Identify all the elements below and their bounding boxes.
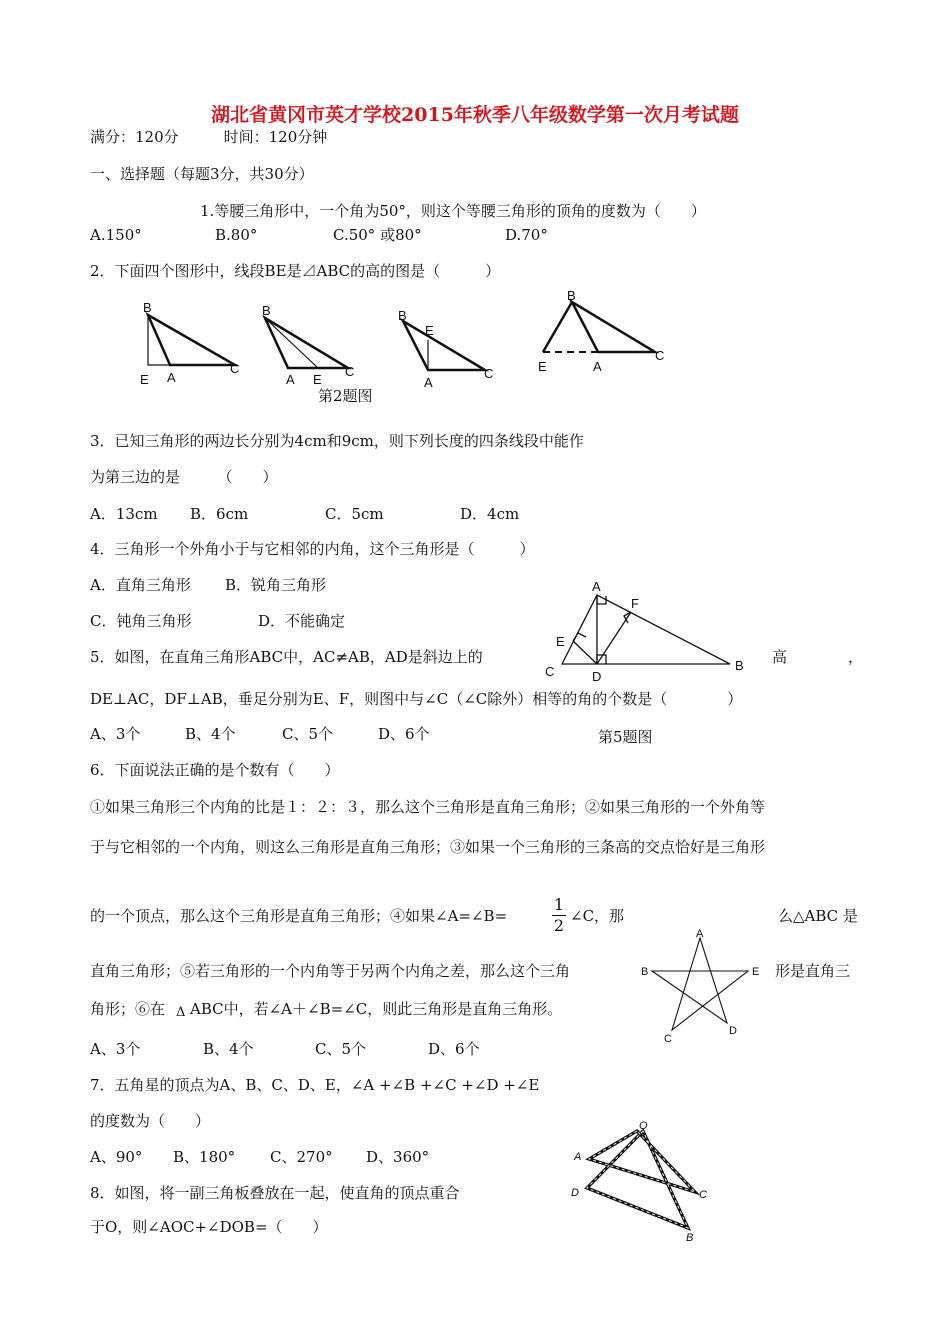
q5-stem-line1: 5．如图，在直角三角形ABC中，AC≠AB，AD是斜边上的 [90,648,483,666]
fig-label: E [556,634,565,649]
q1-option-a: A.150° [90,226,142,244]
q5-stem-line2: DE⊥AC，DF⊥AB，垂足分别为E、F，则图中与∠C（∠C除外）相等的角的个数是（ ） [90,690,743,708]
q6-option-a: A、3个 [90,1040,141,1058]
q5-option-d: D、6个 [378,725,430,743]
q6-option-c: C、5个 [315,1040,367,1058]
exam-meta: 满分：120分 时间：120分钟 [90,128,328,146]
q6-line3c: 么△ABC 是 [778,907,858,925]
q3-option-b: B．6cm [190,505,249,523]
q3-option-a: A．13cm [90,505,158,523]
q7-option-c: C、270° [270,1148,333,1166]
q4-option-c: C．钝角三角形 [90,612,192,630]
q5-option-c: C、5个 [282,725,334,743]
q1-option-b: B.80° [215,226,258,244]
q1-option-c: C.50° 或80° [333,226,422,244]
fig-label: A [593,359,602,374]
q7-star-figure [0,925,950,1055]
q6-line5b: ABC中，若∠A＋∠B=∠C，则此三角形是直角三角形。 [190,1000,563,1018]
q7-stem-line1: 7．五角星的顶点为A、B、C、D、E，∠A +∠B +∠C +∠D +∠E [90,1076,540,1094]
fig-label: C [545,664,555,679]
triangle-symbol: Δ [176,1005,186,1020]
q2-caption: 第2题图 [318,387,373,405]
q7-option-a: A、90° [90,1148,143,1166]
q6-line1: ①如果三角形三个内角的比是１：２：３，那么这个三角形是直角三角形；②如果三角形的一个外角等 [90,798,766,816]
fraction-numerator: 1 [553,895,565,914]
q6-line3b: ∠C，那 [570,907,625,925]
fig-label: D [571,1187,579,1199]
fig-label: D [592,669,602,684]
q2-figures [0,285,950,405]
fig-label: E [313,372,322,387]
q5-caption: 第5题图 [598,728,653,746]
q5-figure [0,575,950,685]
q6-option-b: B、4个 [203,1040,254,1058]
fig-label: E [425,323,434,338]
q5-stem-line1-end: 高 [772,648,788,666]
fig-label: E [752,966,760,978]
fig-label: B [398,308,407,323]
q6-line3a: 的一个顶点，那么这个三角形是直角三角形；④如果∠A=∠B= [90,907,508,925]
q1-stem: 1.等腰三角形中，一个角为50°，则这个等腰三角形的顶角的度数为（ ） [200,202,706,220]
fig-label: C [230,361,240,376]
q3-option-c: C．5cm [325,505,384,523]
q4-option-d: D．不能确定 [258,612,346,630]
fig-label: B [641,966,649,978]
page-title: 湖北省黄冈市英才学校2015年秋季八年级数学第一次月考试题 [211,104,739,126]
q6-line2: 于与它相邻的一个内角，则这么三角形是直角三角形；③如果一个三角形的三条高的交点恰好是三角形 [90,838,766,856]
fraction-denominator: 2 [553,916,565,935]
fig-label: B [686,1232,694,1244]
fig-label: C [484,366,494,381]
fig-label: A [424,375,433,390]
fig-label: A [167,370,176,385]
fig-label: B [567,288,576,303]
q8-stem-line1: 8．如图，将一副三角板叠放在一起，使直角的顶点重合 [90,1184,460,1202]
fig-label: A [286,372,295,387]
q6-option-d: D、6个 [428,1040,480,1058]
fig-label: C [699,1189,707,1201]
section-heading: 一、选择题（每题3分，共30分） [90,165,314,183]
q6-stem: 6．下面说法正确的是个数有（ ） [90,761,340,779]
q6-line4a: 直角三角形；⑤若三角形的一个内角等于另两个内角之差，那么这个三角 [90,962,571,980]
q5-stem-line1-comma: ， [848,648,864,666]
q4-option-a: A．直角三角形 [90,576,191,594]
fig-label: C [664,1033,672,1045]
fig-label: C [655,348,665,363]
fig-label: A [592,579,601,594]
q7-stem-line2: 的度数为（ ） [90,1112,211,1130]
fig-label: B [262,303,271,318]
q1-option-d: D.70° [505,226,548,244]
fig-label: A [696,928,704,940]
q7-option-d: D、360° [366,1148,430,1166]
q2-stem: 2．下面四个图形中，线段BE是⊿ABC的高的图是（ ） [90,262,501,280]
q5-option-a: A、3个 [90,725,141,743]
q3-stem-line1: 3．已知三角形的两边长分别为4cm和9cm，则下列长度的四条线段中能作 [90,432,584,450]
fig-label: E [140,372,149,387]
q4-option-b: B．锐角三角形 [225,576,327,594]
q6-line4b: 形是直角三 [775,962,851,980]
fig-label: B [143,300,152,315]
q3-option-d: D．4cm [460,505,520,523]
fig-label: A [574,1151,582,1163]
q3-stem-line2: 为第三边的是 （ ） [90,468,278,486]
fig-label: B [735,658,744,673]
q5-option-b: B、4个 [185,725,236,743]
q7-option-b: B、180° [173,1148,236,1166]
fig-label: O [639,1120,648,1132]
q8-stem-line2: 于O，则∠AOC+∠DOB=（ ） [90,1218,328,1236]
q6-line5a: 角形；⑥在 [90,1000,166,1018]
fig-label: E [538,359,547,374]
fig-label: F [631,596,639,611]
q4-stem: 4．三角形一个外角小于与它相邻的内角，这个三角形是（ ） [90,540,535,558]
fig-label: C [345,364,355,379]
fig-label: D [729,1025,737,1037]
